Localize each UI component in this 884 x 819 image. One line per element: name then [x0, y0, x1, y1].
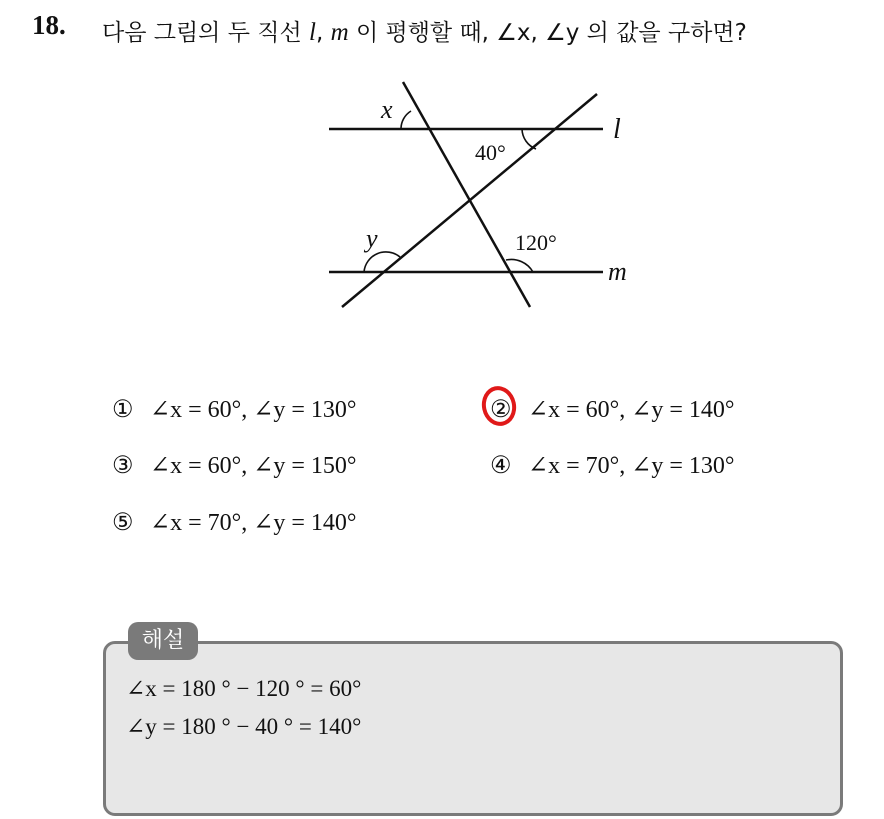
- choice-5-mark: ⑤: [112, 510, 134, 536]
- transversal-shallow: [342, 94, 597, 307]
- solution-line-2: ∠y = 180 ° − 40 ° = 140°: [126, 714, 362, 739]
- label-m: m: [608, 257, 627, 286]
- label-x: x: [381, 95, 393, 124]
- label-l: l: [613, 114, 621, 145]
- parallel-lines-figure: [0, 0, 884, 360]
- solution-line-1: ∠x = 180 ° − 120 ° = 60°: [126, 676, 362, 701]
- solution-title: 해설: [128, 622, 198, 660]
- choice-3[interactable]: [112, 451, 356, 480]
- choice-4-text: ∠x = 70°, ∠y = 130°: [528, 453, 735, 479]
- question-number: 18.: [32, 10, 66, 40]
- choice-2-mark: ②: [490, 397, 512, 423]
- angle-120-label: 120°: [515, 230, 557, 255]
- angle-40-label: 40°: [475, 140, 506, 165]
- question-text-before: 다음 그림의 두 직선: [102, 20, 309, 46]
- choice-4[interactable]: [490, 451, 734, 480]
- choice-2-text: ∠x = 60°, ∠y = 140°: [528, 397, 735, 423]
- question-text-after: 이 평행할 때, ∠x, ∠y 의 값을 구하면?: [348, 20, 747, 46]
- choice-1[interactable]: [112, 395, 356, 424]
- choice-5-text: ∠x = 70°, ∠y = 140°: [150, 510, 357, 536]
- choice-3-text: ∠x = 60°, ∠y = 150°: [150, 453, 357, 479]
- choice-3-mark: ③: [112, 453, 134, 479]
- choice-1-text: ∠x = 60°, ∠y = 130°: [150, 397, 357, 423]
- choice-5[interactable]: [112, 508, 356, 537]
- choice-2[interactable]: [490, 395, 734, 424]
- question-var-l: l: [309, 19, 316, 46]
- question-comma: ,: [315, 20, 331, 46]
- question-var-m: m: [330, 19, 349, 46]
- arc-x: [401, 111, 411, 129]
- choice-4-mark: ④: [490, 453, 512, 479]
- label-y: y: [366, 224, 378, 253]
- choice-1-mark: ①: [112, 397, 134, 423]
